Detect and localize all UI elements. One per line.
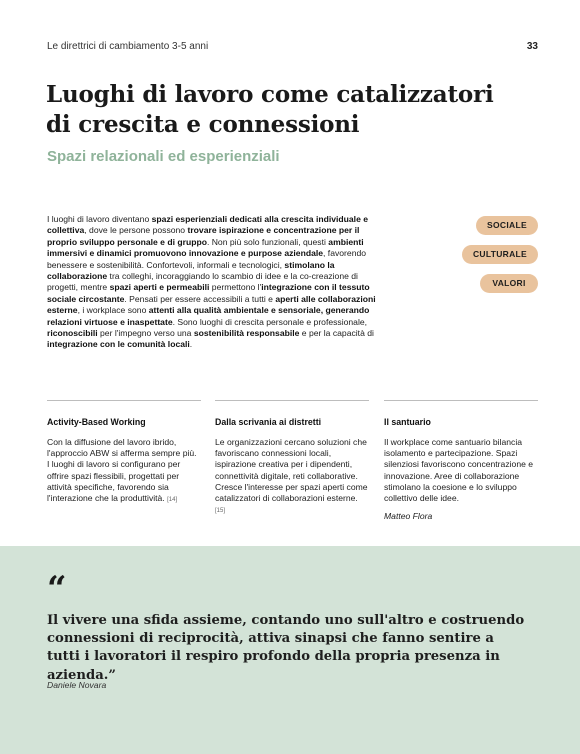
intro-paragraph <box>47 214 379 351</box>
intro-text: tra colleghi, incoraggiando lo scambio di idee e la co-creazione di progetti, mentre <box>47 271 358 293</box>
column-dalla-scrivania <box>215 400 369 517</box>
column-il-santuario <box>384 400 538 522</box>
page-subtitle: Spazi relazionali ed esperienziali <box>47 148 280 165</box>
intro-text: e per la capacità di <box>299 328 374 339</box>
quote-mark-icon: “ <box>47 569 67 609</box>
intro-text: permettono l' <box>209 282 262 293</box>
tag-valori: VALORI <box>480 274 538 293</box>
tag-sociale: SOCIALE <box>476 216 538 235</box>
running-head: Le direttrici di cambiamento 3-5 anni <box>47 41 209 52</box>
intro-highlight: integrazione con il tessuto sociale circostante <box>47 282 370 304</box>
page-number: 33 <box>526 41 538 52</box>
column-heading: Dalla scrivania ai distretti <box>215 417 322 427</box>
intro-highlight: spazi aperti e permeabili <box>109 282 210 293</box>
intro-text: I luoghi di lavoro diventano <box>47 214 152 224</box>
intro-highlight: integrazione con le comunità locali <box>47 339 190 350</box>
intro-text: , favorendo benessere e sostenibilità. Confortevoli, informali e tecnologici, <box>47 248 367 270</box>
column-body: Con la diffusione del lavoro ibrido, l'approccio ABW si afferma sempre più. I luoghi di lavoro si configurano per offrire spazi flessibili, progettati per attività specifiche, favorendo sia l'interazione che la produttività. <box>47 437 197 504</box>
tag-list <box>466 216 540 303</box>
intro-highlight: stimolano la collaborazione <box>47 259 335 282</box>
reference-note: [15] <box>215 508 226 515</box>
column-signature: Matteo Flora <box>384 511 433 522</box>
quote-author: Daniele Novara <box>47 680 107 690</box>
page-title: Luoghi di lavoro come catalizzatori di crescita e connessioni <box>46 81 494 138</box>
intro-highlight: trovare ispirazione e concentrazione per il proprio sviluppo personale e di gruppo <box>47 225 360 247</box>
column-body: Le organizzazioni cercano soluzioni che favoriscano connessioni locali, ispirazione creativa per i dipendenti, connettività digitale, reti collaborative. Cresce l'interesse per spazi aperti come catalizzatori di collaborazioni esterne. <box>215 437 368 504</box>
intro-highlight: attenti alla qualità ambientale e sensoriale, generando relazioni virtuose e inaspettate <box>47 305 370 327</box>
intro-text: . Pensati per essere accessibili a tutti e <box>124 293 276 304</box>
intro-highlight: ambienti immersivi e dinamici promuovono innovazione e purpose aziendale <box>47 236 364 259</box>
intro-highlight: sostenibilità responsabile <box>193 328 300 339</box>
column-heading: Activity-Based Working <box>47 417 146 427</box>
intro-text: . Non più solo funzionali, questi <box>206 236 329 247</box>
pull-quote: Il vivere una sfida assieme, contando uno sull'altro e costruendo connessioni di reciprocità, attiva sinapsi che fanno sentire a tutti i lavoratori il respiro profondo della propria presenza in azienda.” <box>47 613 525 683</box>
intro-text: , dove le persone possono <box>84 225 188 236</box>
reference-note: [14] <box>167 497 178 504</box>
column-heading: Il santuario <box>384 417 431 427</box>
tag-culturale: CULTURALE <box>462 245 538 264</box>
column-text <box>47 437 201 506</box>
intro-text: , i workplace sono <box>77 305 149 316</box>
intro-text: . <box>189 339 193 350</box>
intro-text: per l'impegno verso una <box>97 328 194 339</box>
column-activity-based-working <box>47 400 201 506</box>
column-text <box>215 437 369 517</box>
intro-highlight: riconoscibili <box>47 328 98 339</box>
column-text: Il workplace come santuario bilancia isolamento e partecipazione. Spazi silenziosi favoriscono concentrazione e innovazione. Aree di collaborazione stimolano la coesione e lo sviluppo collettivo delle idee. <box>384 437 534 504</box>
intro-text: . Sono luoghi di crescita personale e professionale, <box>172 316 368 327</box>
intro-highlight: spazi esperienziali dedicati alla crescita individuale e collettiva <box>47 214 369 236</box>
intro-highlight: aperti alle collaborazioni esterne <box>47 293 376 316</box>
